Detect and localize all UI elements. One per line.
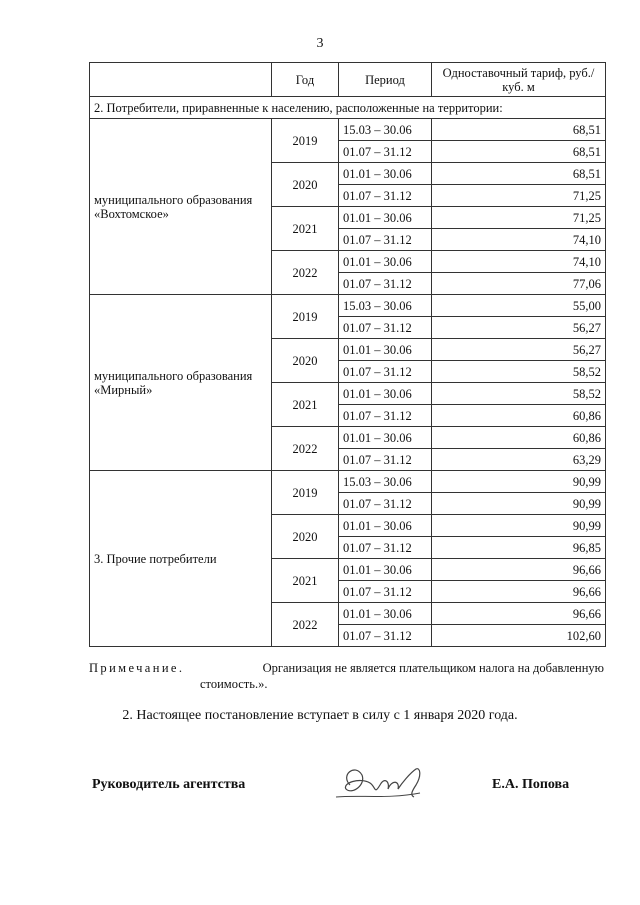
period-cell: 01.07 – 31.12: [339, 581, 432, 603]
tariff-cell: 96,66: [432, 559, 606, 581]
period-cell: 01.07 – 31.12: [339, 185, 432, 207]
year-cell: 2019: [272, 471, 339, 515]
tariff-cell: 71,25: [432, 185, 606, 207]
tariff-cell: 56,27: [432, 339, 606, 361]
period-cell: 01.07 – 31.12: [339, 537, 432, 559]
header-tariff: Одноставочный тариф, руб./куб. м: [432, 63, 606, 97]
tariff-cell: 68,51: [432, 163, 606, 185]
period-cell: 15.03 – 30.06: [339, 119, 432, 141]
year-cell: 2021: [272, 207, 339, 251]
tariff-cell: 58,52: [432, 383, 606, 405]
tariff-cell: 74,10: [432, 251, 606, 273]
tariff-cell: 60,86: [432, 427, 606, 449]
year-cell: 2019: [272, 295, 339, 339]
period-cell: 01.01 – 30.06: [339, 559, 432, 581]
tariff-cell: 102,60: [432, 625, 606, 647]
year-cell: 2021: [272, 383, 339, 427]
tariff-cell: 68,51: [432, 141, 606, 163]
period-cell: 15.03 – 30.06: [339, 471, 432, 493]
note: [89, 660, 604, 692]
period-cell: 01.01 – 30.06: [339, 427, 432, 449]
header-period: Период: [339, 63, 432, 97]
tariff-cell: 55,00: [432, 295, 606, 317]
tariff-cell: 96,85: [432, 537, 606, 559]
year-cell: 2020: [272, 163, 339, 207]
note-line1: Организация не является плательщиком налога на добавленную: [262, 661, 604, 675]
tariff-cell: 77,06: [432, 273, 606, 295]
page-number: 3: [316, 36, 324, 51]
header-year: Год: [272, 63, 339, 97]
year-cell: 2022: [272, 603, 339, 647]
header-consumer: [90, 63, 272, 97]
tariff-cell: 90,99: [432, 471, 606, 493]
tariff-cell: 71,25: [432, 207, 606, 229]
tariff-cell: 96,66: [432, 581, 606, 603]
signature-image: [330, 755, 440, 805]
tariff-cell: 58,52: [432, 361, 606, 383]
period-cell: 01.01 – 30.06: [339, 603, 432, 625]
year-cell: 2020: [272, 515, 339, 559]
period-cell: 01.07 – 31.12: [339, 273, 432, 295]
tariff-cell: 74,10: [432, 229, 606, 251]
tariff-cell: 96,66: [432, 603, 606, 625]
section-label: 2. Потребители, приравненные к населению, расположенные на территории:: [90, 97, 606, 119]
note-line2: стоимость.».: [200, 677, 268, 691]
year-cell: 2022: [272, 251, 339, 295]
note-label: Примечание.: [89, 661, 185, 675]
signer-title: Руководитель агентства: [92, 777, 246, 792]
table-header-row: [90, 63, 606, 97]
decree-text: 2. Настоящее постановление вступает в силу с 1 января 2020 года.: [122, 708, 518, 723]
table-row: [90, 295, 606, 317]
period-cell: 01.01 – 30.06: [339, 339, 432, 361]
tariff-table: [89, 62, 606, 647]
consumer-cell: муниципального образования «Вохтомское»: [90, 119, 272, 295]
tariff-cell: 63,29: [432, 449, 606, 471]
period-cell: 01.07 – 31.12: [339, 449, 432, 471]
year-cell: 2022: [272, 427, 339, 471]
tariff-cell: 90,99: [432, 493, 606, 515]
consumer-cell: 3. Прочие потребители: [90, 471, 272, 647]
tariff-cell: 68,51: [432, 119, 606, 141]
consumer-cell: муниципального образования «Мирный»: [90, 295, 272, 471]
year-cell: 2019: [272, 119, 339, 163]
period-cell: 01.07 – 31.12: [339, 405, 432, 427]
period-cell: 01.01 – 30.06: [339, 163, 432, 185]
period-cell: 01.07 – 31.12: [339, 229, 432, 251]
year-cell: 2020: [272, 339, 339, 383]
period-cell: 01.07 – 31.12: [339, 493, 432, 515]
period-cell: 01.01 – 30.06: [339, 251, 432, 273]
signer-name: Е.А. Попова: [492, 777, 570, 792]
period-cell: 01.01 – 30.06: [339, 515, 432, 537]
tariff-cell: 56,27: [432, 317, 606, 339]
period-cell: 01.01 – 30.06: [339, 383, 432, 405]
period-cell: 01.07 – 31.12: [339, 361, 432, 383]
tariff-cell: 60,86: [432, 405, 606, 427]
period-cell: 01.01 – 30.06: [339, 207, 432, 229]
period-cell: 01.07 – 31.12: [339, 141, 432, 163]
period-cell: 01.07 – 31.12: [339, 317, 432, 339]
section-row: [90, 97, 606, 119]
table-row: [90, 119, 606, 141]
tariff-cell: 90,99: [432, 515, 606, 537]
period-cell: 01.07 – 31.12: [339, 625, 432, 647]
table-row: [90, 471, 606, 493]
period-cell: 15.03 – 30.06: [339, 295, 432, 317]
year-cell: 2021: [272, 559, 339, 603]
